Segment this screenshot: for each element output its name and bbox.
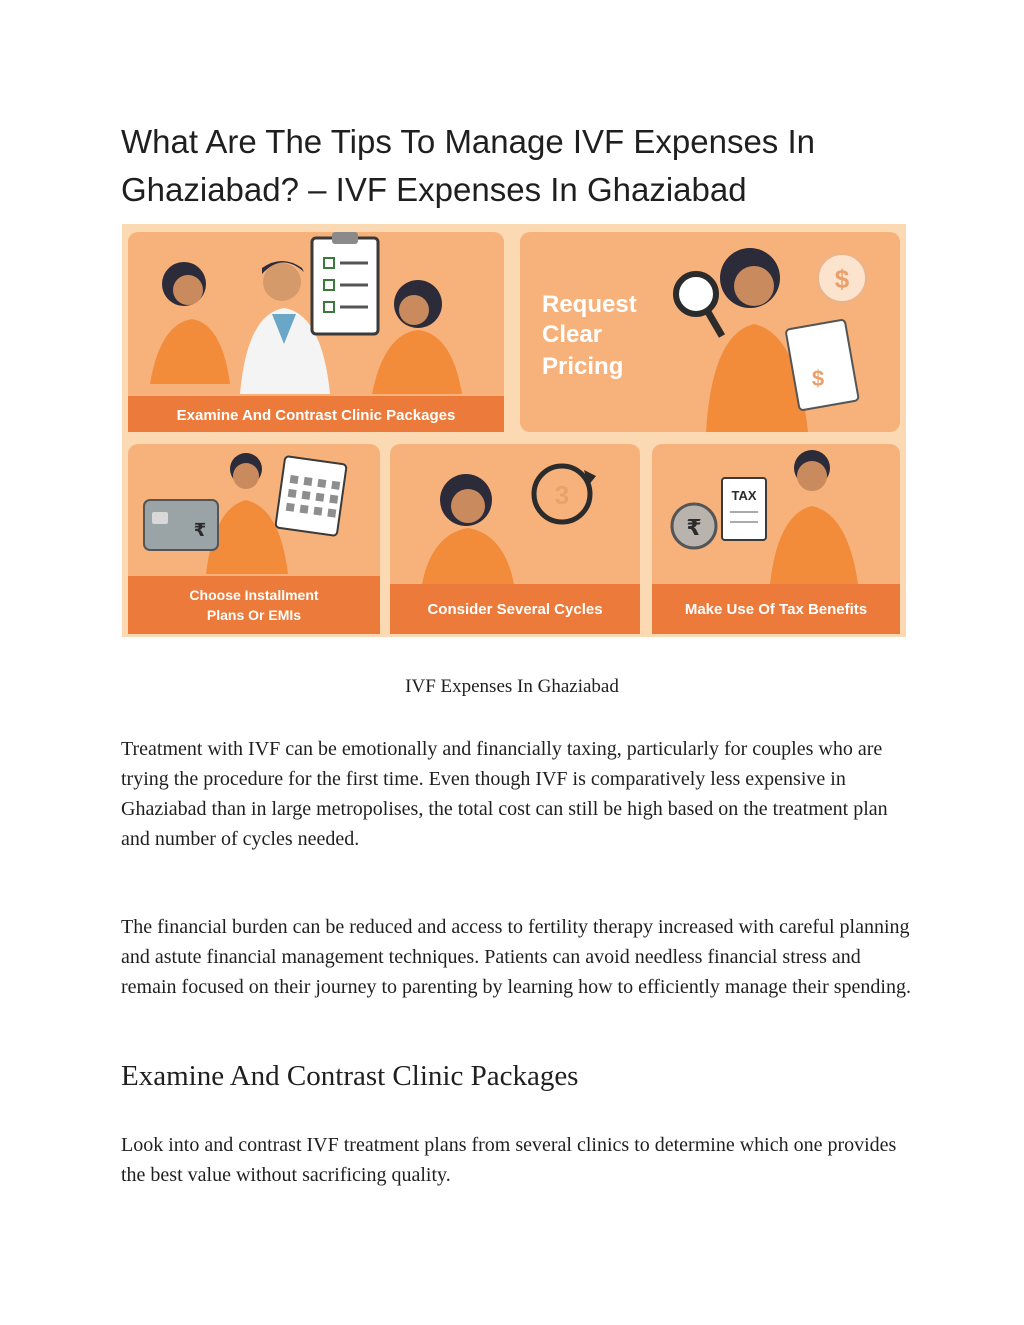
paragraph-financial-burden: The financial burden can be reduced and access to fertility therapy increased with careful planning and astute financial management techniques. Patients can avoid needless financial stress and remain focused on their journey to parenting by learning how to efficiently manage their spending.	[121, 916, 911, 998]
panel-label-request-3: Pricing	[542, 353, 624, 380]
panel-request-pricing	[520, 232, 900, 432]
rupee-coin-icon: ₹	[686, 516, 702, 541]
page-title: What Are The Tips To Manage IVF Expenses In Ghaziabad? – IVF Expenses In Ghaziabad	[121, 123, 815, 208]
dollar-icon: $	[834, 264, 850, 294]
panel-label-cycles: Consider Several Cycles	[427, 601, 603, 618]
paragraph-intro: Treatment with IVF can be emotionally and financially taxing, particularly for couples who are trying the procedure for the first time. Even though IVF is comparatively less expensive in Ghaziabad than in large metropolises, the total cost can still be high based on the treatment plan and number of cycles needed.	[121, 738, 888, 850]
panel-label-examine: Examine And Contrast Clinic Packages	[176, 407, 456, 424]
infographic-image	[122, 224, 906, 637]
panel-label-request-2: Clear	[542, 321, 603, 348]
cycle-number-icon: 3	[554, 480, 570, 510]
panel-tax	[652, 444, 900, 634]
tax-icon: TAX	[731, 488, 757, 503]
panel-label-request-1: Request	[542, 291, 637, 318]
panel-label-installment-2: Plans Or EMIs	[206, 607, 302, 623]
dollar-doc-icon: $	[811, 366, 825, 391]
section-heading: Examine And Contrast Clinic Packages	[121, 1060, 579, 1092]
panel-label-tax: Make Use Of Tax Benefits	[684, 601, 868, 618]
figure-caption: IVF Expenses In Ghaziabad	[405, 676, 619, 697]
panel-cycles	[390, 444, 640, 634]
panel-installment	[128, 444, 380, 634]
panel-label-installment-1: Choose Installment	[189, 587, 319, 603]
rupee-card-icon: ₹	[193, 520, 207, 541]
panel-examine-packages	[128, 232, 504, 432]
section-paragraph: Look into and contrast IVF treatment plans from several clinics to determine which one provides the best value without sacrificing quality.	[121, 1134, 897, 1186]
